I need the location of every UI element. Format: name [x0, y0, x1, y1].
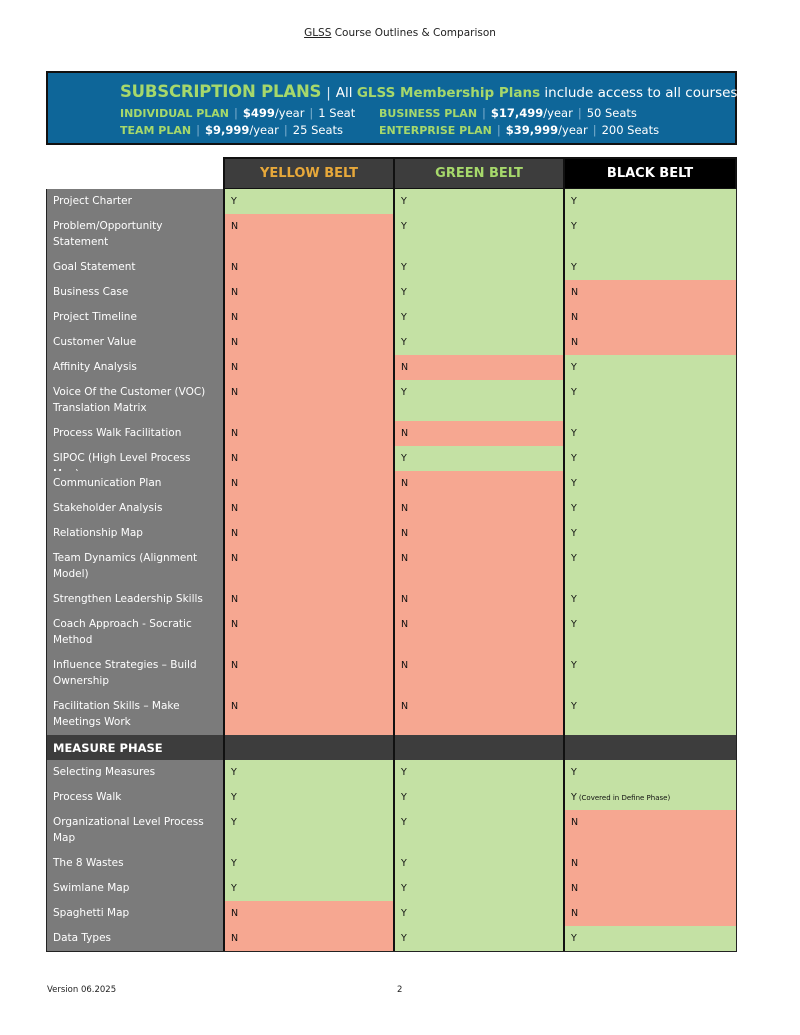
cell-yellow-belt — [225, 421, 395, 446]
cell-black-belt — [565, 355, 736, 380]
cell-value: Y — [571, 428, 577, 439]
plan-individual: INDIVIDUAL PLAN | $499/year | 1 Seat — [120, 106, 356, 120]
row-label: Project Timeline — [47, 305, 225, 330]
cell-value: N — [231, 262, 239, 273]
cell-value: Y — [571, 362, 577, 373]
cell-green-belt — [395, 612, 565, 653]
cell-black-belt — [565, 521, 736, 546]
row-label: The 8 Wastes — [47, 851, 225, 876]
cell-green-belt — [395, 901, 565, 926]
cell-value: N — [571, 858, 579, 869]
row-label: SIPOC (High Level Process — [47, 446, 225, 471]
cell-yellow-belt — [225, 189, 395, 214]
cell-value: Y — [231, 817, 237, 828]
cell-black-belt — [565, 901, 736, 926]
cell-green-belt — [395, 446, 565, 471]
cell-value: Y — [401, 883, 407, 894]
cell-black-belt — [565, 496, 736, 521]
cell-value: N — [401, 594, 409, 605]
cell-black-belt — [565, 280, 736, 305]
cell-green-belt — [395, 330, 565, 355]
table-row — [47, 521, 736, 546]
cell-value: Y — [231, 883, 237, 894]
cell-black-belt — [565, 255, 736, 280]
cell-value: Y — [571, 478, 577, 489]
plan-team: TEAM PLAN | $9,999/year | 25 Seats — [120, 123, 343, 137]
cell-yellow-belt — [225, 546, 395, 587]
row-label: Spaghetti Map — [47, 901, 225, 926]
cell-value: Y — [571, 503, 577, 514]
page-header — [0, 27, 800, 39]
cell-green-belt — [395, 926, 565, 951]
cell-value: N — [401, 660, 409, 671]
cell-yellow-belt — [225, 926, 395, 951]
header-title: Course Outlines & Comparison — [331, 27, 496, 39]
row-label: Swimlane Map — [47, 876, 225, 901]
cell-green-belt — [395, 521, 565, 546]
cell-value: Y — [571, 594, 577, 605]
cell-green-belt — [395, 421, 565, 446]
cell-value: N — [571, 817, 579, 828]
cell-value: N — [401, 701, 409, 712]
cell-value: N — [401, 428, 409, 439]
cell-yellow-belt — [225, 653, 395, 694]
cell-value: Y — [231, 858, 237, 869]
row-label: Process Walk — [47, 785, 225, 810]
cell-value: Y — [401, 196, 407, 207]
row-label: Strengthen Leadership Skills — [47, 587, 225, 612]
table-row — [47, 653, 736, 694]
cell-value: Y — [401, 337, 407, 348]
cell-black-belt — [565, 694, 736, 735]
cell-yellow-belt — [225, 901, 395, 926]
table-row — [47, 876, 736, 901]
footer-version: Version 06.2025 — [47, 985, 117, 995]
cell-value: N — [231, 701, 239, 712]
table-row — [47, 926, 736, 951]
plan-business: BUSINESS PLAN | $17,499/year | 50 Seats — [379, 106, 637, 120]
cell-value: Y — [401, 287, 407, 298]
cell-black-belt — [565, 305, 736, 330]
cell-black-belt — [565, 612, 736, 653]
plan-enterprise: ENTERPRISE PLAN | $39,999/year | 200 Seats — [379, 123, 660, 137]
cell-black-belt — [565, 471, 736, 496]
cell-value: N — [231, 337, 239, 348]
cell-value: N — [231, 528, 239, 539]
cell-value: Y — [401, 908, 407, 919]
cell-green-belt — [395, 851, 565, 876]
subscription-banner — [46, 71, 743, 145]
table-row — [47, 760, 736, 785]
cell-green-belt — [395, 546, 565, 587]
cell-value: N — [401, 503, 409, 514]
cell-yellow-belt — [225, 280, 395, 305]
row-label: Organizational Level Process Map — [47, 810, 225, 851]
cell-black-belt — [565, 546, 736, 587]
cell-value: Y — [571, 528, 577, 539]
table-row — [47, 355, 736, 380]
cell-black-belt — [565, 380, 736, 421]
cell-green-belt — [395, 355, 565, 380]
cell-value: Y — [401, 933, 407, 944]
cell-yellow-belt — [225, 496, 395, 521]
row-label: Process Walk Facilitation — [47, 421, 225, 446]
cell-yellow-belt — [225, 521, 395, 546]
cell-black-belt — [565, 587, 736, 612]
cell-value: Y — [571, 196, 577, 207]
cell-value: Y — [571, 453, 577, 464]
cell-yellow-belt — [225, 810, 395, 851]
cell-green-belt — [395, 653, 565, 694]
header-glss: GLSS — [304, 27, 332, 39]
cell-black-belt — [565, 810, 736, 851]
cell-green-belt — [395, 280, 565, 305]
cell-value: Y — [571, 221, 577, 232]
row-label: Communication Plan — [47, 471, 225, 496]
cell-value: Y — [231, 767, 237, 778]
banner-title: SUBSCRIPTION PLANS — [120, 82, 322, 101]
phase-header-row — [47, 735, 736, 760]
table-row — [47, 214, 736, 255]
cell-green-belt — [395, 380, 565, 421]
cell-value: N — [231, 287, 239, 298]
cell-value: Y — [571, 262, 577, 273]
phase-label: MEASURE PHASE — [47, 735, 225, 760]
cell-green-belt — [395, 876, 565, 901]
cell-yellow-belt — [225, 694, 395, 735]
row-label: Relationship Map — [47, 521, 225, 546]
banner-headline — [120, 82, 743, 101]
cell-black-belt — [565, 330, 736, 355]
row-label: Influence Strategies – Build Ownership — [47, 653, 225, 694]
cell-value: Y — [401, 221, 407, 232]
cell-black-belt — [565, 189, 736, 214]
cell-value: Y — [401, 858, 407, 869]
cell-black-belt — [565, 926, 736, 951]
banner-separator: | — [326, 85, 331, 101]
row-label: Affinity Analysis — [47, 355, 225, 380]
cell-value: N — [231, 908, 239, 919]
cell-value: N — [401, 553, 409, 564]
cell-value: N — [571, 337, 579, 348]
cell-green-belt — [395, 496, 565, 521]
cell-value: Y — [571, 701, 577, 712]
cell-value: Y — [231, 196, 237, 207]
cell-value: Y — [401, 453, 407, 464]
cell-value: N — [231, 428, 239, 439]
cell-value: Y — [401, 792, 407, 803]
cell-value: Y — [231, 792, 237, 803]
cell-green-belt — [395, 587, 565, 612]
cell-yellow-belt — [225, 612, 395, 653]
cell-black-belt — [565, 876, 736, 901]
row-label: Coach Approach - Socratic Method — [47, 612, 225, 653]
banner-text-highlight: GLSS Membership Plans — [356, 85, 541, 101]
cell-green-belt — [395, 305, 565, 330]
column-header-green-belt: GREEN BELT — [393, 157, 565, 190]
row-label: Stakeholder Analysis — [47, 496, 225, 521]
column-header-yellow-belt: YELLOW BELT — [223, 157, 395, 190]
cell-value: Y — [401, 312, 407, 323]
cell-green-belt — [395, 255, 565, 280]
cell-value: N — [401, 528, 409, 539]
cell-green-belt — [395, 694, 565, 735]
cell-value: Y — [571, 387, 577, 398]
table-row — [47, 280, 736, 305]
table-row — [47, 785, 736, 810]
cell-black-belt — [565, 653, 736, 694]
cell-yellow-belt — [225, 255, 395, 280]
cell-value: Y — [571, 767, 577, 778]
cell-green-belt — [395, 810, 565, 851]
banner-text-prefix: All — [335, 85, 357, 101]
cell-value: Y — [401, 767, 407, 778]
cell-value: N — [401, 619, 409, 630]
cell-value: Y — [571, 933, 577, 944]
row-label: Project Charter — [47, 189, 225, 214]
cell-value: N — [231, 478, 239, 489]
table-row — [47, 471, 736, 496]
cell-green-belt — [395, 189, 565, 214]
cell-value: N — [231, 221, 239, 232]
banner-text-suffix: include access to all courses! — [540, 85, 743, 101]
table-row — [47, 546, 736, 587]
table-row — [47, 694, 736, 735]
cell-yellow-belt — [225, 876, 395, 901]
cell-yellow-belt — [225, 760, 395, 785]
table-row — [47, 851, 736, 876]
cell-black-belt — [565, 760, 736, 785]
cell-yellow-belt — [225, 355, 395, 380]
row-label: Data Types — [47, 926, 225, 951]
cell-black-belt — [565, 446, 736, 471]
row-label: Facilitation Skills – Make Meetings Work — [47, 694, 225, 735]
table-row — [47, 612, 736, 653]
row-label: Selecting Measures — [47, 760, 225, 785]
row-label: Customer Value — [47, 330, 225, 355]
cell-value: N — [231, 553, 239, 564]
table-body — [46, 189, 737, 952]
row-label: Problem/Opportunity Statement — [47, 214, 225, 255]
cell-black-belt — [565, 214, 736, 255]
cell-yellow-belt — [225, 380, 395, 421]
cell-yellow-belt — [225, 305, 395, 330]
cell-value: Y — [401, 262, 407, 273]
row-label: Voice Of the Customer (VOC) Translation Matrix — [47, 380, 225, 421]
cell-green-belt — [395, 471, 565, 496]
cell-note: (Covered in Define Phase) — [578, 794, 671, 802]
cell-value: N — [571, 312, 579, 323]
table-row — [47, 189, 736, 214]
cell-value: Y — [571, 553, 577, 564]
cell-value: N — [231, 312, 239, 323]
table-row — [47, 255, 736, 280]
column-header-black-belt: BLACK BELT — [563, 157, 737, 190]
cell-value: N — [231, 503, 239, 514]
cell-value: Y — [571, 660, 577, 671]
cell-value: Y — [571, 619, 577, 630]
table-row — [47, 496, 736, 521]
cell-value: N — [231, 594, 239, 605]
cell-value: N — [571, 908, 579, 919]
cell-yellow-belt — [225, 851, 395, 876]
cell-value: N — [231, 453, 239, 464]
table-row — [47, 901, 736, 926]
cell-yellow-belt — [225, 587, 395, 612]
cell-value: N — [231, 387, 239, 398]
cell-yellow-belt — [225, 471, 395, 496]
table-row — [47, 330, 736, 355]
cell-yellow-belt — [225, 446, 395, 471]
row-label: Goal Statement — [47, 255, 225, 280]
table-row — [47, 587, 736, 612]
cell-value: N — [231, 619, 239, 630]
cell-value: N — [231, 660, 239, 671]
cell-green-belt — [395, 785, 565, 810]
row-label: Team Dynamics (Alignment Model) — [47, 546, 225, 587]
cell-value: N — [401, 362, 409, 373]
table-row — [47, 421, 736, 446]
cell-green-belt — [395, 214, 565, 255]
cell-value: N — [401, 478, 409, 489]
footer-page-number: 2 — [397, 985, 403, 995]
cell-value: N — [231, 933, 239, 944]
cell-value: Y — [571, 792, 577, 803]
cell-yellow-belt — [225, 785, 395, 810]
cell-yellow-belt — [225, 330, 395, 355]
cell-yellow-belt — [225, 214, 395, 255]
table-row — [47, 380, 736, 421]
cell-black-belt — [565, 735, 736, 760]
cell-value: N — [571, 883, 579, 894]
cell-black-belt — [565, 421, 736, 446]
row-label: Business Case — [47, 280, 225, 305]
cell-green-belt — [395, 760, 565, 785]
cell-value: Y — [401, 817, 407, 828]
cell-yellow-belt — [225, 735, 395, 760]
cell-value: N — [231, 362, 239, 373]
cell-value: Y — [401, 387, 407, 398]
table-row — [47, 446, 736, 471]
cell-black-belt — [565, 851, 736, 876]
table-row — [47, 810, 736, 851]
cell-black-belt — [565, 785, 736, 810]
cell-value: N — [571, 287, 579, 298]
cell-green-belt — [395, 735, 565, 760]
table-row — [47, 305, 736, 330]
